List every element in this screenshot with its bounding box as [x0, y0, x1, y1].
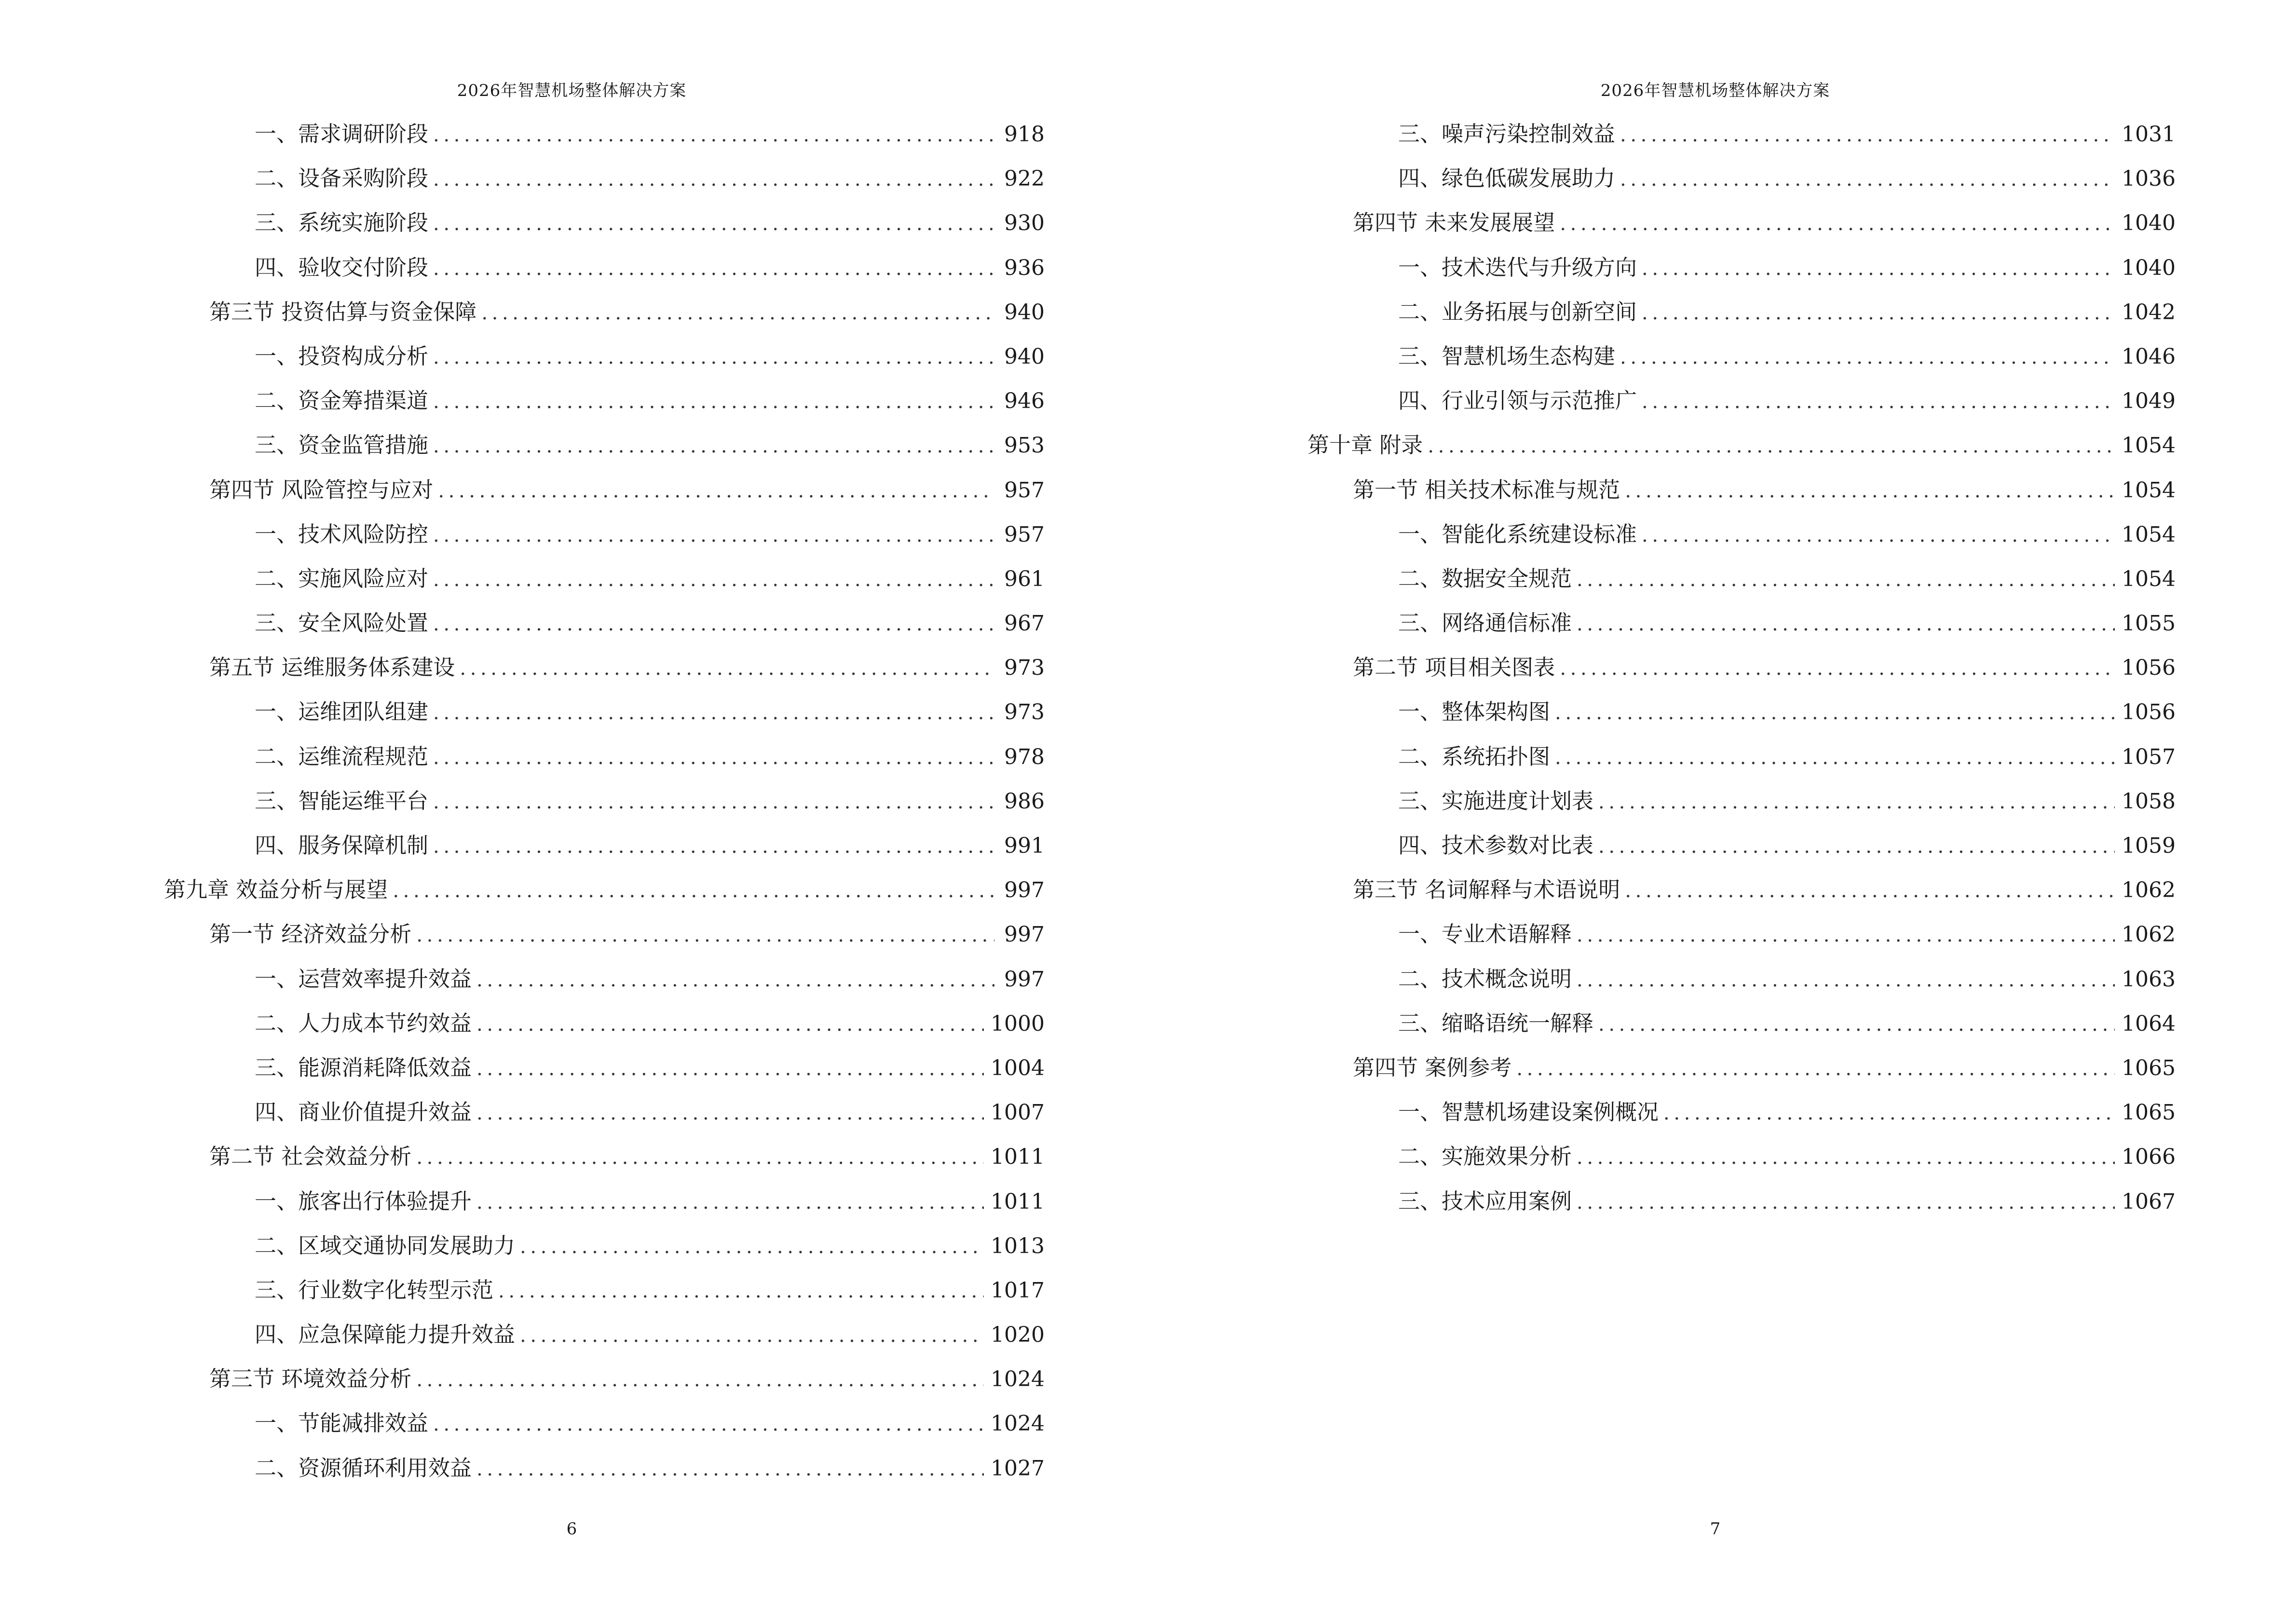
- toc-dot-leader: [1577, 1180, 2115, 1225]
- toc-dot-leader: [433, 335, 994, 380]
- toc-entry[interactable]: [1307, 645, 2176, 690]
- toc-entry-page: 991: [1004, 833, 1045, 858]
- toc-entry[interactable]: [164, 1224, 1045, 1268]
- toc-entry-page: 1056: [2122, 655, 2176, 681]
- toc-entry-page: 1062: [2122, 878, 2176, 903]
- toc-entry-page: 946: [1004, 389, 1045, 414]
- toc-entry-title: 三、实施进度计划表: [1398, 788, 1594, 814]
- toc-dot-leader: [476, 1180, 984, 1225]
- toc-entry-title: 一、智能化系统建设标准: [1398, 521, 1637, 547]
- toc-entry[interactable]: [1307, 246, 2176, 290]
- toc-dot-leader: [476, 1002, 984, 1047]
- toc-entry-title: 三、网络通信标准: [1398, 610, 1572, 636]
- toc-entry-page: 1065: [2122, 1055, 2176, 1080]
- toc-entry[interactable]: [1307, 823, 2176, 868]
- toc-dot-leader: [1555, 691, 2115, 735]
- toc-entry-title: 第二节 项目相关图表: [1353, 655, 1555, 681]
- toc-entry[interactable]: [1307, 1090, 2176, 1134]
- toc-entry-title: 二、设备采购阶段: [255, 165, 429, 191]
- toc-entry-page: 957: [1004, 478, 1045, 503]
- toc-dot-leader: [476, 958, 994, 1002]
- toc-entry-title: 三、能源消耗降低效益: [255, 1054, 472, 1080]
- toc-entry-page: 1055: [2122, 611, 2176, 636]
- toc-dot-leader: [433, 1402, 984, 1447]
- toc-entry[interactable]: [1307, 512, 2176, 557]
- toc-entry-page: 1000: [991, 1011, 1045, 1036]
- toc-dot-leader: [476, 1447, 984, 1491]
- toc-entry-page: 997: [1004, 922, 1045, 947]
- toc-dot-leader: [1620, 113, 2115, 157]
- toc-dot-leader: [1516, 1047, 2115, 1091]
- toc-dot-leader: [433, 380, 994, 424]
- toc-dot-leader: [1577, 913, 2115, 957]
- toc-entry-title: 一、投资构成分析: [255, 343, 429, 369]
- toc-dot-leader: [1598, 780, 2115, 824]
- toc-dot-leader: [433, 691, 994, 735]
- toc-entry[interactable]: [1307, 690, 2176, 734]
- toc-entry-page: 1024: [991, 1411, 1045, 1436]
- toc-entry-title: 第九章 效益分析与展望: [164, 877, 388, 903]
- toc-entry-page: 940: [1004, 300, 1045, 325]
- toc-dot-leader: [433, 602, 994, 646]
- toc-entry[interactable]: [1307, 156, 2176, 201]
- toc-entry-page: 1017: [991, 1278, 1045, 1303]
- toc-dot-leader: [433, 202, 994, 246]
- toc-entry-title: 二、资源循环利用效益: [255, 1455, 472, 1481]
- toc-entry-title: 第三节 名词解释与术语说明: [1353, 877, 1620, 903]
- toc-dot-leader: [1625, 469, 2115, 513]
- toc-entry[interactable]: [1307, 112, 2176, 156]
- toc-entry-page: 1054: [2122, 566, 2176, 591]
- toc-entry-title: 第二节 社会效益分析: [209, 1144, 412, 1170]
- toc-entry[interactable]: [164, 201, 1045, 245]
- toc-entry[interactable]: [1307, 601, 2176, 645]
- toc-dot-leader: [433, 558, 994, 602]
- toc-entry[interactable]: [1307, 868, 2176, 912]
- toc-dot-leader: [433, 736, 994, 780]
- toc-dot-leader: [1577, 1135, 2115, 1180]
- toc-entry-page: 936: [1004, 255, 1045, 280]
- toc-dot-leader: [416, 913, 994, 957]
- toc-dot-leader: [1620, 335, 2115, 380]
- toc-entry[interactable]: [1307, 1179, 2176, 1224]
- toc-entry-page: 973: [1004, 700, 1045, 725]
- toc-entry-page: 1040: [2122, 255, 2176, 280]
- toc-entry-page: 1064: [2122, 1011, 2176, 1036]
- toc-dot-leader: [460, 646, 994, 691]
- toc-entry-page: 978: [1004, 744, 1045, 769]
- toc-entry-page: 1054: [2122, 433, 2176, 458]
- toc-entry-page: 930: [1004, 211, 1045, 236]
- toc-entry-page: 1013: [991, 1233, 1045, 1258]
- toc-dot-leader: [433, 246, 994, 291]
- toc-entry-title: 第三节 投资估算与资金保障: [209, 299, 477, 325]
- toc-entry[interactable]: [1307, 735, 2176, 779]
- toc-entry-title: 一、技术迭代与升级方向: [1398, 254, 1637, 280]
- toc-entry-title: 三、技术应用案例: [1398, 1188, 1572, 1214]
- toc-entry-page: 953: [1004, 433, 1045, 458]
- toc-dot-leader: [1642, 380, 2115, 424]
- toc-entry-page: 1020: [991, 1323, 1045, 1348]
- table-of-contents: [164, 112, 1045, 1490]
- toc-entry-page: 1024: [991, 1367, 1045, 1392]
- toc-dot-leader: [433, 113, 994, 157]
- toc-dot-leader: [498, 1269, 984, 1313]
- toc-entry-title: 二、业务拓展与创新空间: [1398, 299, 1637, 325]
- toc-entry-title: 二、运维流程规范: [255, 743, 429, 769]
- toc-entry[interactable]: [1307, 557, 2176, 601]
- toc-dot-leader: [433, 780, 994, 824]
- toc-entry-page: 1007: [991, 1100, 1045, 1125]
- toc-dot-leader: [1642, 513, 2115, 558]
- page-header: 2026年智慧机场整体解决方案: [457, 81, 687, 100]
- toc-entry[interactable]: [164, 1046, 1045, 1090]
- toc-entry-page: 1054: [2122, 522, 2176, 547]
- toc-entry[interactable]: [164, 156, 1045, 201]
- toc-dot-leader: [433, 157, 994, 202]
- toc-dot-leader: [476, 1047, 984, 1091]
- toc-entry-page: 1036: [2122, 166, 2176, 191]
- toc-entry[interactable]: [1307, 379, 2176, 423]
- toc-entry-page: 1049: [2122, 389, 2176, 414]
- toc-entry-title: 第一节 相关技术标准与规范: [1353, 477, 1620, 503]
- toc-entry-page: 1046: [2122, 344, 2176, 369]
- toc-dot-leader: [438, 469, 994, 513]
- toc-entry[interactable]: [164, 690, 1045, 734]
- toc-entry[interactable]: [164, 468, 1045, 512]
- toc-entry[interactable]: [164, 557, 1045, 601]
- toc-entry-page: 957: [1004, 522, 1045, 547]
- toc-entry[interactable]: [164, 112, 1045, 156]
- toc-entry-title: 第四节 未来发展展望: [1353, 210, 1555, 236]
- toc-dot-leader: [1642, 246, 2115, 291]
- toc-entry-title: 三、噪声污染控制效益: [1398, 121, 1616, 147]
- toc-entry-title: 三、智慧机场生态构建: [1398, 343, 1616, 369]
- toc-entry-page: 1063: [2122, 967, 2176, 992]
- toc-entry[interactable]: [164, 823, 1045, 868]
- toc-dot-leader: [1555, 736, 2115, 780]
- toc-entry[interactable]: [164, 645, 1045, 690]
- toc-entry-title: 一、运维团队组建: [255, 699, 429, 725]
- toc-dot-leader: [1620, 157, 2115, 202]
- toc-entry-page: 1042: [2122, 300, 2176, 325]
- toc-entry-title: 第五节 运维服务体系建设: [209, 655, 455, 681]
- toc-entry-title: 第四节 案例参考: [1353, 1054, 1512, 1080]
- toc-dot-leader: [476, 1091, 984, 1135]
- toc-entry[interactable]: [164, 601, 1045, 645]
- toc-entry-title: 三、缩略语统一解释: [1398, 1010, 1594, 1036]
- toc-entry-title: 一、节能减排效益: [255, 1410, 429, 1436]
- toc-entry-page: 1065: [2122, 1100, 2176, 1125]
- toc-entry[interactable]: [164, 1134, 1045, 1179]
- toc-entry-title: 四、技术参数对比表: [1398, 832, 1594, 858]
- toc-entry-title: 四、应急保障能力提升效益: [255, 1322, 516, 1348]
- toc-dot-leader: [1642, 291, 2115, 335]
- toc-dot-leader: [433, 424, 994, 468]
- toc-entry-page: 1056: [2122, 700, 2176, 725]
- toc-entry-title: 二、技术概念说明: [1398, 966, 1572, 992]
- toc-entry-title: 三、资金监管措施: [255, 432, 429, 458]
- toc-entry[interactable]: [1307, 201, 2176, 245]
- toc-entry-page: 986: [1004, 789, 1045, 814]
- toc-entry-page: 1027: [991, 1456, 1045, 1481]
- toc-entry-title: 第十章 附录: [1307, 432, 1423, 458]
- toc-entry[interactable]: [1307, 334, 2176, 379]
- toc-dot-leader: [1560, 646, 2115, 691]
- toc-entry-title: 三、行业数字化转型示范: [255, 1277, 494, 1303]
- toc-entry[interactable]: [1307, 1134, 2176, 1179]
- toc-entry-title: 三、系统实施阶段: [255, 210, 429, 236]
- toc-entry-page: 1062: [2122, 922, 2176, 947]
- toc-entry-title: 三、安全风险处置: [255, 610, 429, 636]
- toc-entry-title: 一、需求调研阶段: [255, 121, 429, 147]
- page-number: 7: [1710, 1519, 1721, 1539]
- toc-entry-page: 997: [1004, 878, 1045, 903]
- toc-dot-leader: [1577, 602, 2115, 646]
- toc-entry[interactable]: [164, 512, 1045, 557]
- toc-entry[interactable]: [164, 1268, 1045, 1312]
- toc-entry-title: 四、商业价值提升效益: [255, 1099, 472, 1125]
- toc-dot-leader: [416, 1358, 984, 1402]
- toc-entry[interactable]: [164, 246, 1045, 290]
- page-number: 6: [566, 1519, 577, 1539]
- toc-entry[interactable]: [164, 735, 1045, 779]
- toc-entry[interactable]: [1307, 290, 2176, 334]
- toc-entry-title: 二、区域交通协同发展助力: [255, 1232, 516, 1258]
- toc-dot-leader: [1625, 869, 2115, 913]
- toc-entry[interactable]: [164, 1446, 1045, 1490]
- toc-entry-page: 1067: [2122, 1189, 2176, 1214]
- toc-entry-title: 二、实施效果分析: [1398, 1144, 1572, 1170]
- toc-entry-page: 1054: [2122, 478, 2176, 503]
- toc-entry-title: 四、绿色低碳发展助力: [1398, 165, 1616, 191]
- toc-entry-page: 1011: [991, 1189, 1045, 1214]
- toc-entry-page: 961: [1004, 566, 1045, 591]
- toc-entry-page: 1057: [2122, 744, 2176, 769]
- toc-entry-page: 1004: [991, 1055, 1045, 1080]
- toc-entry-title: 一、技术风险防控: [255, 521, 429, 547]
- toc-entry-title: 二、人力成本节约效益: [255, 1010, 472, 1036]
- toc-dot-leader: [481, 291, 994, 335]
- toc-entry[interactable]: [164, 912, 1045, 956]
- toc-dot-leader: [1577, 558, 2115, 602]
- toc-dot-leader: [520, 1313, 984, 1358]
- toc-entry-title: 四、行业引领与示范推广: [1398, 388, 1637, 414]
- toc-entry-page: 1031: [2122, 122, 2176, 147]
- toc-entry[interactable]: [1307, 1001, 2176, 1046]
- toc-entry-title: 第三节 环境效益分析: [209, 1366, 412, 1392]
- toc-entry-page: 973: [1004, 655, 1045, 681]
- toc-entry[interactable]: [164, 1401, 1045, 1446]
- toc-entry-page: 997: [1004, 967, 1045, 992]
- toc-entry-page: 1066: [2122, 1145, 2176, 1170]
- toc-entry[interactable]: [1307, 779, 2176, 823]
- toc-entry[interactable]: [1307, 1046, 2176, 1090]
- toc-entry-page: 1059: [2122, 833, 2176, 858]
- toc-dot-leader: [416, 1135, 984, 1180]
- toc-entry[interactable]: [164, 868, 1045, 912]
- toc-entry[interactable]: [164, 334, 1045, 379]
- toc-entry-page: 1058: [2122, 789, 2176, 814]
- toc-entry-page: 940: [1004, 344, 1045, 369]
- toc-entry[interactable]: [164, 379, 1045, 423]
- toc-entry-title: 第一节 经济效益分析: [209, 921, 412, 947]
- toc-entry-title: 一、旅客出行体验提升: [255, 1188, 472, 1214]
- toc-entry-title: 二、系统拓扑图: [1398, 743, 1551, 769]
- toc-entry[interactable]: [164, 290, 1045, 334]
- right-page: [1144, 0, 2287, 1624]
- toc-entry-title: 四、验收交付阶段: [255, 254, 429, 280]
- toc-entry[interactable]: [164, 779, 1045, 823]
- toc-entry-title: 第四节 风险管控与应对: [209, 477, 434, 503]
- toc-entry[interactable]: [1307, 912, 2176, 956]
- toc-entry[interactable]: [164, 1090, 1045, 1134]
- toc-dot-leader: [1598, 1002, 2115, 1047]
- toc-dot-leader: [1428, 424, 2115, 468]
- page-header: 2026年智慧机场整体解决方案: [1600, 81, 1830, 100]
- toc-entry-page: 967: [1004, 611, 1045, 636]
- toc-dot-leader: [1663, 1091, 2115, 1135]
- toc-entry-title: 二、实施风险应对: [255, 565, 429, 591]
- toc-entry-title: 一、整体架构图: [1398, 699, 1551, 725]
- toc-entry[interactable]: [164, 957, 1045, 1001]
- toc-entry-title: 一、专业术语解释: [1398, 921, 1572, 947]
- toc-entry[interactable]: [1307, 468, 2176, 512]
- toc-dot-leader: [393, 869, 994, 913]
- toc-entry[interactable]: [1307, 423, 2176, 467]
- toc-entry-title: 二、数据安全规范: [1398, 565, 1572, 591]
- toc-entry-title: 二、资金筹措渠道: [255, 388, 429, 414]
- toc-entry[interactable]: [164, 1001, 1045, 1046]
- toc-entry-page: 1011: [991, 1145, 1045, 1170]
- toc-dot-leader: [1598, 824, 2115, 869]
- toc-dot-leader: [433, 824, 994, 869]
- toc-entry-title: 四、服务保障机制: [255, 832, 429, 858]
- toc-entry[interactable]: [164, 423, 1045, 467]
- toc-entry[interactable]: [164, 1179, 1045, 1224]
- table-of-contents: [1307, 112, 2176, 1224]
- toc-dot-leader: [1560, 202, 2115, 246]
- toc-entry-page: 1040: [2122, 211, 2176, 236]
- toc-entry-title: 一、运营效率提升效益: [255, 966, 472, 992]
- toc-entry[interactable]: [164, 1312, 1045, 1357]
- toc-entry[interactable]: [164, 1357, 1045, 1401]
- toc-dot-leader: [433, 513, 994, 558]
- toc-dot-leader: [520, 1225, 984, 1269]
- toc-entry-page: 918: [1004, 122, 1045, 147]
- toc-dot-leader: [1577, 958, 2115, 1002]
- toc-entry-title: 三、智能运维平台: [255, 788, 429, 814]
- toc-entry-page: 922: [1004, 166, 1045, 191]
- toc-entry[interactable]: [1307, 957, 2176, 1001]
- toc-entry-title: 一、智慧机场建设案例概况: [1398, 1099, 1659, 1125]
